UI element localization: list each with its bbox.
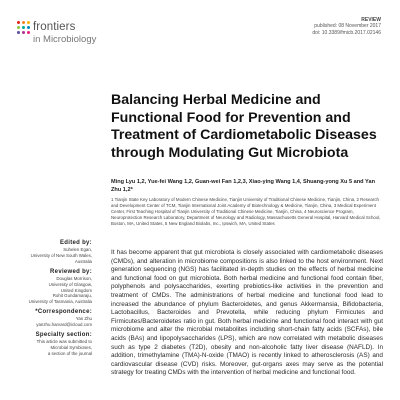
specialty-line-1: This article was submitted to: [36, 339, 92, 345]
doi-link[interactable]: doi: 10.3389/fmicb.2017.02146: [312, 29, 381, 36]
editor-country: Australia: [74, 258, 92, 264]
author-list: Ming Lyu 1,2, Yue-fei Wang 1,2, Guan-wei Fan 1,2,3, Xiao-ying Wang 1,4, Shuang-yong Xu 5 and Yan Zhu 1,2*: [111, 179, 375, 193]
brand-name: frontiers: [33, 21, 76, 33]
abstract-section: [111, 249, 383, 400]
journal-name: in Microbiology: [33, 34, 97, 45]
editor-affiliation: University of New South Wales,: [30, 252, 92, 258]
specialty-line-3: a section of the journal: [47, 350, 92, 356]
article-meta: [312, 17, 381, 36]
edited-by-heading: Edited by:: [59, 240, 92, 246]
published-date: published: 08 November 2017: [314, 23, 381, 30]
specialty-section-heading: Specialty section:: [35, 332, 92, 339]
article-info-sidebar: [4, 239, 92, 357]
reviewer-1-country: United Kingdom: [60, 287, 92, 293]
reviewed-by-heading: Reviewed by:: [50, 268, 92, 275]
article-type: REVIEW: [361, 17, 381, 23]
correspondence-heading: *Correspondence:: [35, 309, 92, 316]
reviewer-2-affiliation: University of Tasmania, Australia: [28, 299, 92, 305]
reviewer-2-name: Rohit Gundamaraju,: [52, 293, 92, 299]
article-title: Balancing Herbal Medicine and Functional Food for Prevention and Treatment of Cardiometabolic Diseases through Modulating Gut Microbiota: [111, 92, 377, 161]
frontiers-logo-icon: [17, 21, 31, 35]
correspondence-name: Yan Zhu: [75, 316, 92, 322]
frontiers-logo[interactable]: [17, 21, 137, 49]
reviewer-1-name: Douglas Morrison,: [56, 275, 92, 281]
affiliations: 1 Tianjin State Key Laboratory of Modern Chinese Medicine, Tianjin University of Traditional Chinese Medicine, Tianjin, China, 2 Research and Development Center of TCM, Tianjin International Joint Academy of Biotechnology & Medicine, Tianjin, China, 3 Medical Experiment Center, First Teaching Hospital of Tianjin University of Traditional Chinese Medicine, Tianjin, China, 4 Neuroscience Program, Neuroprotection Research Laboratory, Department of Neurology and Radiology, Massachusetts General Hospital, Harvard Medical School, Boston, MA, United States, 5 New England Biolabs, Inc., Ipswich, MA, United States: [111, 197, 381, 226]
abstract-text: It has become apparent that gut microbiota is closely associated with cardiometabolic diseases (CMDs), and alteration in microbiome compositions is also linked to the host environment. Next generation sequencing (NGS) has facilitated in-depth studies on the effects of herbal medicine and functional food on gut microbiota. Both herbal medicine and functional food contain fiber, polyphenols and polysaccharides, exerting prebiotics-like activities in the prevention and treatment of CMDs. The administrations of herbal medicine and functional food lead to increased the abundance of phylum Bacteroidetes, and genus Akkermansia, Bifidobacteria, Lactobacillus, Bacteroides and Prevotella, while reducing phylum Firmicutes and Firmicutes/Bacteroidetes ratio in gut. Both herbal medicine and functional food interact with gut microbiome and alter the microbial metabolites including short-chain fatty acids (SCFAs), bile acids (BAs) and lipopolysaccharides (LPS), which are now correlated with metabolic diseases such as type 2 diabetes (T2D), obesity and non-alcoholic fatty liver disease (NAFLD). In addition, trimethylamine (TMA)-N-oxide (TMAO) is recently linked to atherosclerosis (AS) and cardiovascular disease (CVD) risks. Moreover, gut-organs axes may serve as the potential strategy for treating CMDs with the intervention of herbal medicine and functional food.: [111, 249, 383, 377]
specialty-line-2: Microbial Symbioses,: [50, 344, 92, 350]
editor-name: Suhelen Egan,: [63, 247, 92, 252]
reviewer-1-affiliation: University of Glasgow,: [48, 281, 92, 287]
correspondence-email[interactable]: yanzhu.harvard@icloud.com: [36, 322, 92, 328]
